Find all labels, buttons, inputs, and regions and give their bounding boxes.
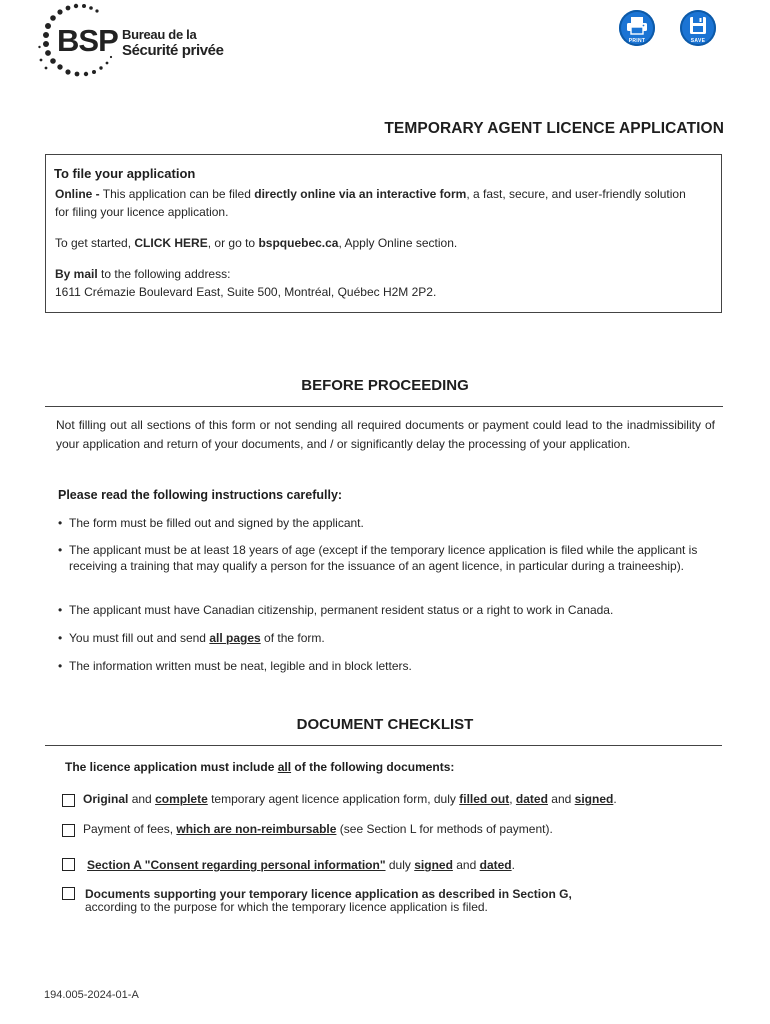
online-bold-text: directly online via an interactive form [254,187,467,201]
item-text: and [456,858,477,872]
online-filing-text [55,185,695,221]
instruction-item: • The applicant must be at least 18 years of age (except if the temporary licence application is filed while the applicant is receiving a training that may qualify a person for the issuance of an agent licence, in particular during a traineeship). [58,543,698,573]
instruction-text: The applicant must be at least 18 years of age (except if the temporary licence application is filed while the applicant is receiving a training that may qualify a person for the issuance of an agent licence, in particular during a traineeship). [69,543,698,573]
instruction-text: The information written must be neat, legible and in block letters. [69,659,412,673]
all-emphasis: all [277,760,292,774]
instruction-item: • The information written must be neat, legible and in block letters. [58,659,412,673]
checkbox-section-a-consent[interactable] [62,858,75,871]
start-text-1: To get started, [55,236,132,250]
instruction-text: The applicant must have Canadian citizenship, permanent resident status or a right to work in Canada. [69,603,614,617]
print-label: PRINT [628,38,646,44]
instruction-item: • You must fill out and send all pages of the form. [58,631,325,645]
item-underline: dated [479,858,512,872]
item-text: (see Section L for methods of payment). [339,822,553,836]
checklist-item-supporting-documents [85,888,725,914]
instruction-item: • The applicant must have Canadian citizenship, permanent resident status or a right to work in Canada. [58,603,614,617]
online-text-2: , a fast, secure, and user-friendly solution for filing your licence application. [55,187,686,219]
checkbox-payment-of-fees[interactable] [62,824,75,837]
checkbox-application-form[interactable] [62,794,75,807]
section-divider [45,745,722,746]
online-text-1: This application can be filed [102,187,251,201]
instruction-item: • The form must be filled out and signed by the applicant. [58,516,364,530]
print-button[interactable] [617,10,657,54]
bsp-logo [38,2,238,82]
intro-text: of the following documents: [294,760,455,774]
item-underline: dated [515,792,548,806]
mail-label: By mail [55,267,98,281]
logo-abbreviation: BSP [57,23,118,58]
all-pages-emphasis: all pages [209,631,261,645]
online-label: Online - [55,187,100,201]
before-proceeding-heading: BEFORE PROCEEDING [301,377,469,394]
item-underline: signed [574,792,614,806]
save-label: SAVE [690,38,706,44]
site-link[interactable]: bspquebec.ca [258,236,339,250]
instruction-text: You must fill out and send [69,631,206,645]
checklist-intro [65,760,454,774]
get-started-text [55,234,695,252]
item-text: . [613,792,617,806]
save-button[interactable] [678,10,718,54]
item-text: temporary agent licence application form, duly [211,792,456,806]
mailing-address: 1611 Crémazie Boulevard East, Suite 500, Montréal, Québec H2M 2P2. [55,285,437,299]
item-underline: complete [155,792,208,806]
page-title: TEMPORARY AGENT LICENCE APPLICATION [384,120,724,137]
item-underline: which are non-reimbursable [176,822,337,836]
item-underline: filled out [459,792,510,806]
start-text-3: , Apply Online section. [338,236,458,250]
item-bold: Documents supporting your temporary licence application as described in Section G, [85,887,572,901]
checkbox-supporting-documents[interactable] [62,887,75,900]
checklist-item-application-form [83,792,723,806]
item-text: . [511,858,515,872]
form-code: 194.005-2024-01-A [44,989,139,1001]
checklist-item-consent [87,858,727,872]
logo-name-line-1: Bureau de la [122,27,197,42]
click-here-link[interactable]: CLICK HERE [134,236,208,250]
start-text-2: , or go to [207,236,256,250]
item-text: and [131,792,152,806]
instruction-text: of the form. [264,631,325,645]
warning-paragraph: Not filling out all sections of this form or not sending all required documents or payment could lead to the inadmissibility of your application and return of your documents, and / or significantly delay the processing of your application. [56,418,715,451]
document-checklist-heading: DOCUMENT CHECKLIST [296,716,474,733]
filing-info-box [45,154,722,313]
item-underline: signed [414,858,453,872]
item-text: Payment of fees, [83,822,174,836]
logo-name-line-2: Sécurité privée [122,42,224,59]
mail-filing-text [55,265,695,301]
item-text: and [551,792,572,806]
filing-heading: To file your application [54,166,196,181]
mail-text: to the following address: [101,267,231,281]
item-bold: Original [83,792,129,806]
section-divider [45,406,723,407]
item-underline: Section A "Consent regarding personal information" [87,858,386,872]
item-text: according to the purpose for which the temporary licence application is filed. [85,900,488,914]
checklist-item-payment [83,822,723,836]
item-text: duly [388,858,411,872]
item-text: , [509,792,513,806]
instruction-text: The form must be filled out and signed by the applicant. [69,516,364,530]
instructions-heading: Please read the following instructions carefully: [58,488,343,502]
intro-text: The licence application must include [65,760,275,774]
